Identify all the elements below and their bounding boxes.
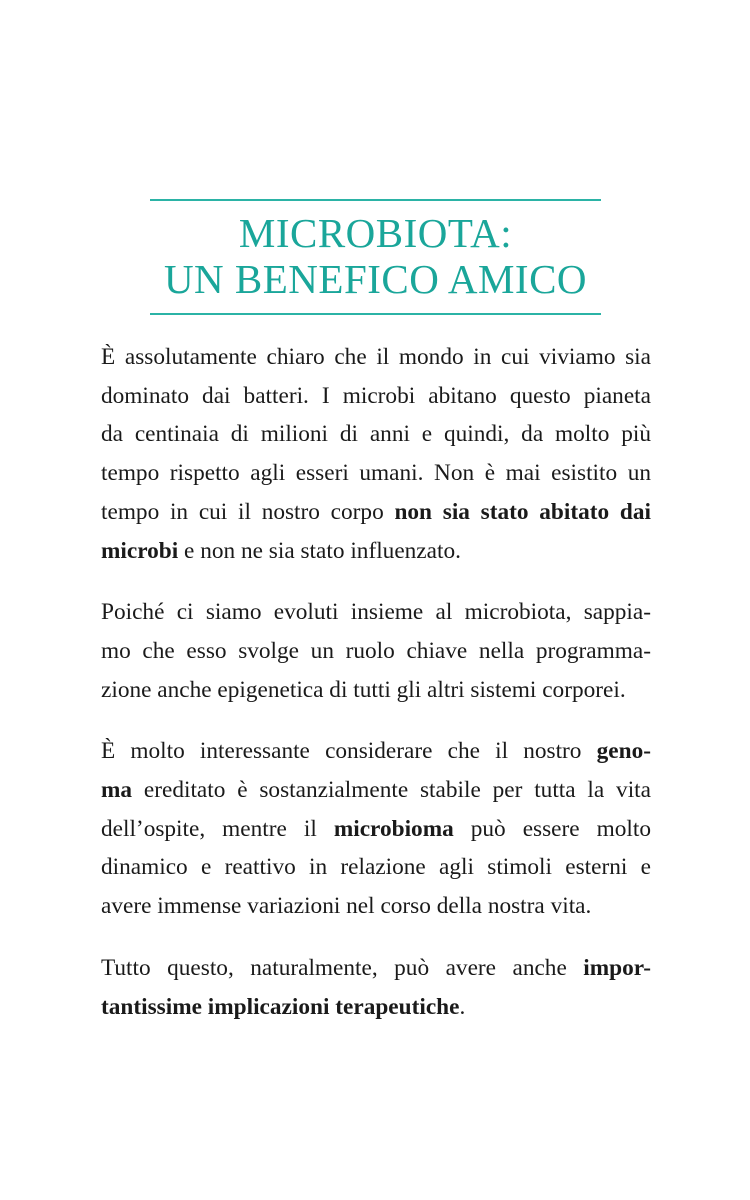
text-run: può essere molto	[453, 815, 651, 842]
chapter-title	[150, 210, 601, 302]
top-rule	[150, 199, 601, 201]
text-run: dell’ospite, mentre il	[101, 815, 334, 842]
text-line: È assolutamente chiaro che il mondo in cui viviamo sia	[101, 344, 651, 370]
text-run: ereditato è sostanzialmente stabile per tutta la vita	[132, 777, 651, 804]
bold-phrase: ma	[101, 777, 133, 804]
paragraph-1	[101, 338, 651, 570]
bold-phrase: tantissime implicazioni terapeutiche	[101, 993, 460, 1020]
bold-phrase: microbi	[101, 537, 179, 564]
text-line	[101, 532, 651, 571]
text-run: Tutto questo, naturalmente, può avere anche	[101, 954, 584, 981]
text-line	[101, 493, 651, 532]
chapter-title-line-1: MICROBIOTA:	[238, 210, 513, 256]
chapter-header	[150, 199, 601, 315]
text-run: tempo in cui il nostro corpo	[101, 498, 395, 525]
text-line	[101, 810, 651, 849]
text-line: dinamico e reattivo in relazione agli stimoli esterni e	[101, 854, 651, 881]
bold-phrase: microbioma	[333, 815, 454, 842]
text-run: È molto interessante considerare che il nostro	[101, 738, 597, 765]
text-line: da centinaia di milioni di anni e quindi, da molto più	[101, 421, 651, 448]
bold-phrase: geno-	[596, 738, 651, 765]
text-line: avere immense variazioni nel corso della nostra vita.	[101, 893, 592, 920]
paragraph-2	[101, 593, 651, 709]
text-line: Poiché ci siamo evoluti insieme al microbiota, sappia-	[101, 599, 651, 626]
paragraph-4	[101, 949, 651, 1026]
bold-phrase: impor-	[583, 954, 651, 981]
text-line: zione anche epigenetica di tutti gli altri sistemi corporei.	[101, 676, 626, 703]
text-line: mo che esso svolge un ruolo chiave nella programma-	[101, 637, 651, 664]
text-line	[101, 732, 651, 771]
paragraph-3	[101, 732, 651, 926]
text-line	[101, 988, 651, 1027]
text-run: e non ne sia stato influenzato.	[178, 537, 461, 564]
text-line	[101, 771, 651, 810]
body-text	[101, 338, 651, 1049]
text-line: dominato dai batteri. I microbi abitano questo pianeta	[101, 382, 651, 409]
bottom-rule	[150, 313, 601, 315]
text-line	[101, 949, 651, 988]
text-line: tempo rispetto agli esseri umani. Non è mai esistito un	[101, 460, 651, 487]
text-run: .	[459, 993, 466, 1020]
bold-phrase: non sia stato abitato dai	[394, 498, 651, 525]
chapter-title-line-2: UN BENEFICO AMICO	[163, 256, 588, 302]
